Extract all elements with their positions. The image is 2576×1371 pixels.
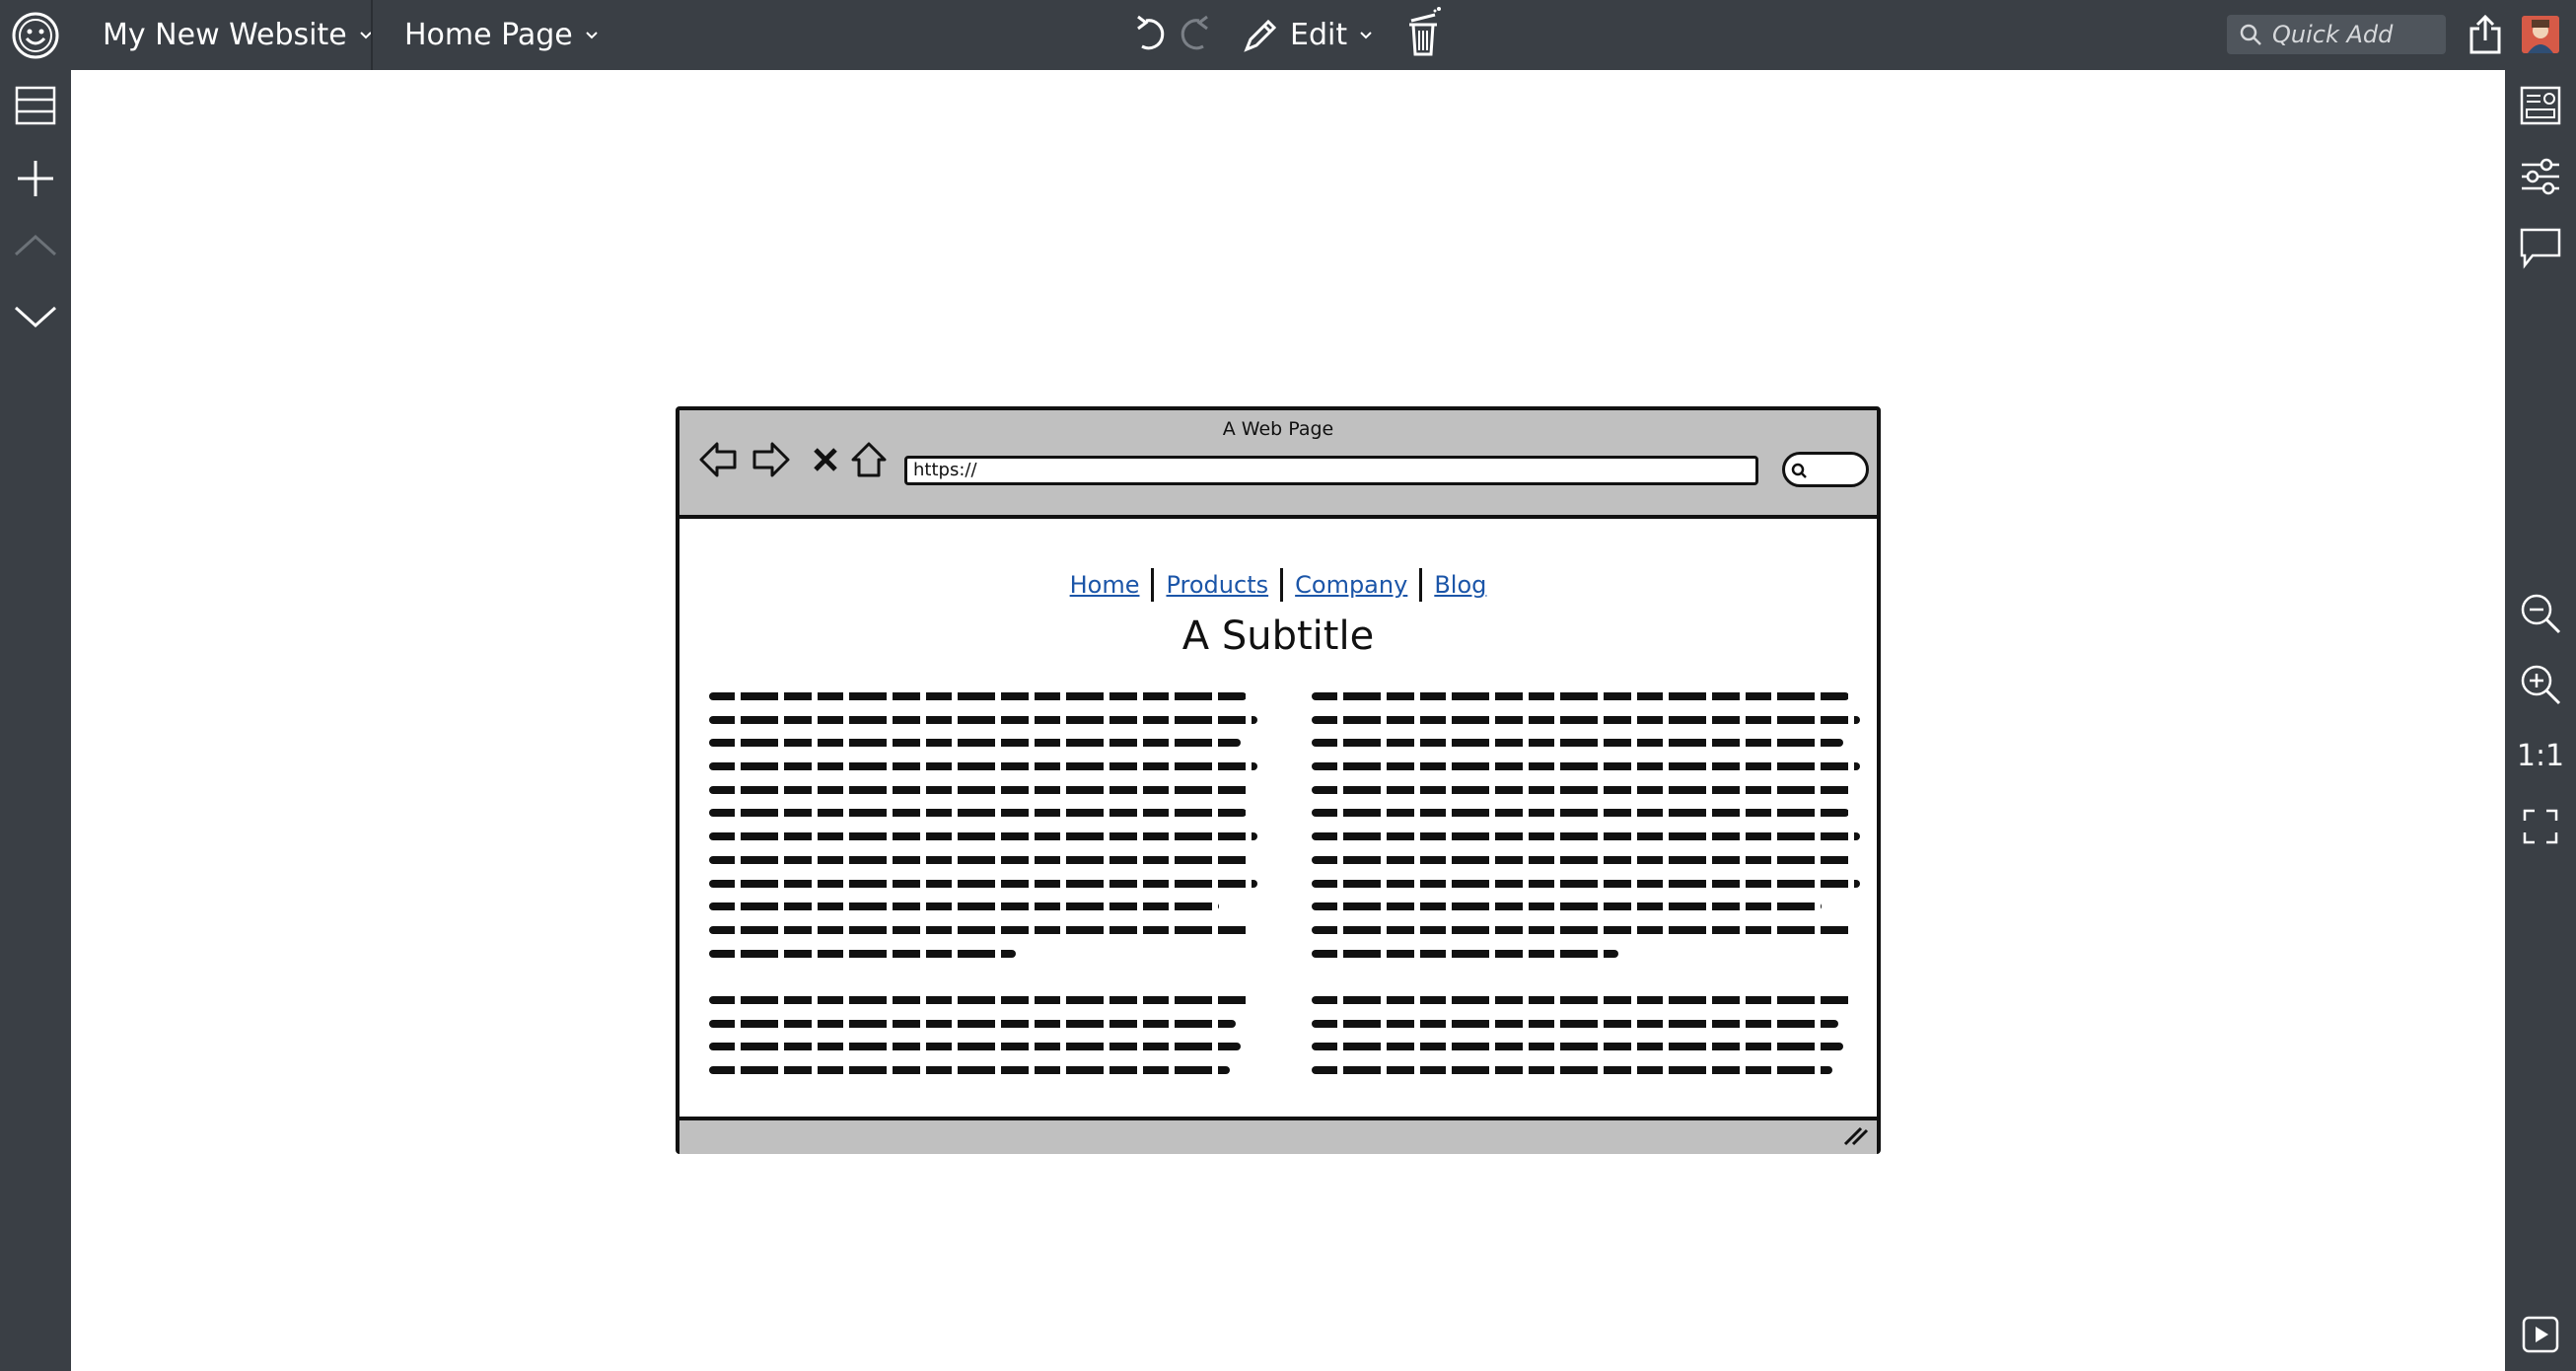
nav-link-products[interactable]: Products: [1166, 571, 1269, 599]
fullscreen-button[interactable]: [2517, 803, 2564, 850]
zoom-actual-label: 1:1: [2516, 738, 2565, 773]
comment-icon: [2519, 226, 2562, 269]
zoom-in-icon: [2519, 663, 2562, 706]
search-icon: [1791, 463, 1807, 478]
nav-link-home[interactable]: Home: [1069, 571, 1140, 599]
search-icon: [2239, 23, 2262, 46]
page-menu[interactable]: [404, 0, 599, 70]
move-down-button[interactable]: [12, 297, 59, 336]
chevron-down-icon: [1359, 31, 1373, 40]
edit-label: Edit: [1290, 18, 1348, 52]
placeholder-paragraph: [709, 692, 1257, 973]
zoom-out-button[interactable]: [2517, 590, 2564, 637]
browser-status-bar: [680, 1117, 1877, 1154]
page-name: Home Page: [404, 18, 573, 52]
share-button[interactable]: [2466, 12, 2505, 57]
browser-window-title: A Web Page: [1222, 418, 1334, 440]
play-icon: [2521, 1315, 2560, 1354]
undo-icon: [1132, 13, 1172, 56]
share-icon: [2468, 13, 2503, 56]
project-menu[interactable]: [103, 0, 373, 70]
sliders-icon: [2519, 155, 2562, 198]
nav-link-blog[interactable]: Blog: [1434, 571, 1487, 599]
close-icon: [812, 446, 839, 473]
move-up-button[interactable]: [12, 226, 59, 265]
properties-button[interactable]: [2517, 82, 2564, 129]
placeholder-paragraph: [1312, 996, 1860, 1090]
pages-list-icon: [14, 84, 57, 127]
right-toolbar: [2505, 70, 2576, 1371]
play-button[interactable]: [2519, 1313, 2562, 1356]
redo-button[interactable]: [1172, 12, 1215, 57]
add-button[interactable]: [12, 155, 59, 202]
browser-toolbar: [680, 410, 1877, 519]
home-icon: [849, 440, 889, 479]
nav-link-company[interactable]: Company: [1295, 571, 1408, 599]
page-subtitle: A Subtitle: [1181, 613, 1375, 659]
trash-icon: [1401, 5, 1445, 58]
comments-button[interactable]: [2517, 224, 2564, 271]
plus-icon: [14, 157, 57, 200]
settings-button[interactable]: [2517, 153, 2564, 200]
project-name: My New Website: [103, 18, 347, 52]
chevron-down-icon: [585, 31, 599, 40]
delete-button[interactable]: [1400, 4, 1446, 59]
edit-menu[interactable]: [1241, 0, 1373, 70]
left-toolbar: [0, 70, 71, 1371]
zoom-actual-button[interactable]: [2511, 734, 2570, 777]
placeholder-paragraph: [1312, 692, 1860, 973]
pencil-icon: [1241, 16, 1280, 55]
forward-arrow-icon: [751, 440, 792, 479]
url-input[interactable]: https://: [904, 456, 1758, 485]
pages-list-button[interactable]: [12, 82, 59, 129]
nav-links: [680, 568, 1877, 602]
quick-add-placeholder: Quick Add: [2272, 21, 2394, 48]
zoom-in-button[interactable]: [2517, 661, 2564, 708]
resize-handle-icon[interactable]: [1843, 1126, 1869, 1146]
smiley-icon[interactable]: [10, 10, 61, 61]
browser-search-field[interactable]: [1782, 452, 1869, 487]
redo-icon: [1174, 13, 1213, 56]
zoom-out-icon: [2519, 592, 2562, 635]
top-toolbar: [0, 0, 2576, 70]
properties-icon: [2519, 84, 2562, 127]
toolbar-divider: [371, 0, 373, 70]
undo-button[interactable]: [1130, 12, 1174, 57]
wireframe-browser-window[interactable]: [676, 406, 1881, 1154]
quick-add-search[interactable]: [2227, 15, 2446, 54]
back-arrow-icon: [697, 440, 739, 479]
avatar[interactable]: [2522, 16, 2559, 53]
chevron-down-icon: [12, 302, 59, 331]
placeholder-paragraph: [709, 996, 1257, 1090]
chevron-up-icon: [12, 231, 59, 260]
fullscreen-icon: [2521, 807, 2560, 846]
